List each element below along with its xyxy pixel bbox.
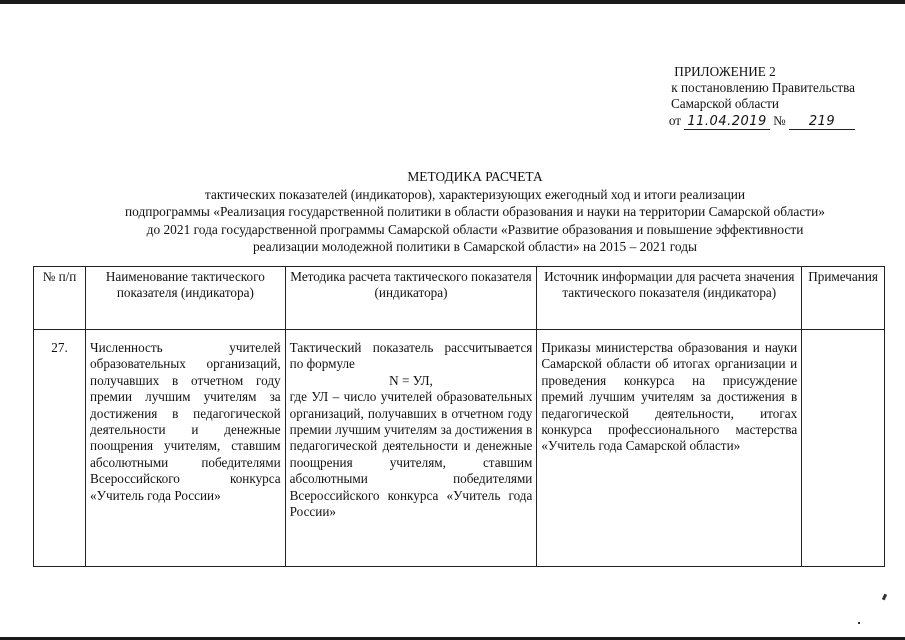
row-notes — [802, 336, 885, 567]
appendix-title: ПРИЛОЖЕНИЕ 2 — [674, 64, 776, 79]
header-method: Методика расчета тактического показателя (индикатора) — [285, 267, 537, 330]
handwritten-date: 11.04.2019 — [684, 115, 769, 130]
appendix-header — [595, 64, 855, 130]
number-prefix: № — [773, 113, 786, 128]
method-intro: Тактический показатель рассчитывается по формуле — [289, 340, 533, 372]
scan-speck — [882, 594, 887, 601]
document-title — [60, 168, 890, 256]
appendix-resolution-line: к постановлению Правительства — [671, 80, 855, 95]
row-source: Приказы министерства образования и науки Самарской области об итогах организации и проведения конкурса на присуждение премий лучшим учителям за достижения в педагогической деятельности, итогах конкурса профессионального мастерства «Учитель года Самарской области» — [537, 336, 802, 567]
method-formula: N = УЛ, — [389, 372, 433, 388]
header-number: № п/п — [34, 267, 86, 330]
row-number: 27. — [34, 336, 86, 567]
title-line-2: тактических показателей (индикаторов), характеризующих ежегодный ход и итоги реализации — [204, 186, 746, 202]
appendix-region-line: Самарской области — [671, 96, 779, 111]
title-line-5: реализации молодежной политики в Самарской области» на 2015 – 2021 годы — [252, 239, 698, 255]
header-source: Источник информации для расчета значения тактического показателя (индикатора) — [537, 267, 802, 330]
table-header-row — [34, 267, 885, 330]
title-line-1: МЕТОДИКА РАСЧЕТА — [407, 169, 543, 184]
table-row — [34, 336, 885, 567]
header-indicator-name: Наименование тактического показателя (индикатора) — [86, 267, 286, 330]
indicator-table — [33, 266, 885, 567]
handwritten-number: 219 — [789, 115, 855, 130]
scan-speck — [858, 622, 860, 624]
method-text: где УЛ – число учителей образовательных организаций, получавших в отчетном году премии лучшим учителям за достижения в педагогической деятельности и денежные поощрения учителям, ставшим абсолютными победителями Всероссийского конкурса «Учитель года России» — [289, 389, 533, 520]
date-prefix: от — [668, 113, 682, 128]
row-indicator-name: Численность учителей образовательных организаций, получавших в отчетном году премии лучшим учителям за достижения в педагогической деятельности и денежные поощрения учителям, ставшим абсолютными победителями Всероссийского конкурса «Учитель года России» — [86, 336, 286, 567]
title-line-3: подпрограммы «Реализация государственной политики в области образования и науки на территории Самарской области» — [125, 204, 825, 220]
header-notes: Примечания — [802, 267, 885, 330]
row-method — [285, 336, 537, 567]
scan-top-edge — [0, 0, 905, 4]
title-line-4: до 2021 года государственной программы Самарской области «Развитие образования и повышение эффективности — [146, 221, 804, 237]
appendix-date-number — [595, 113, 855, 130]
